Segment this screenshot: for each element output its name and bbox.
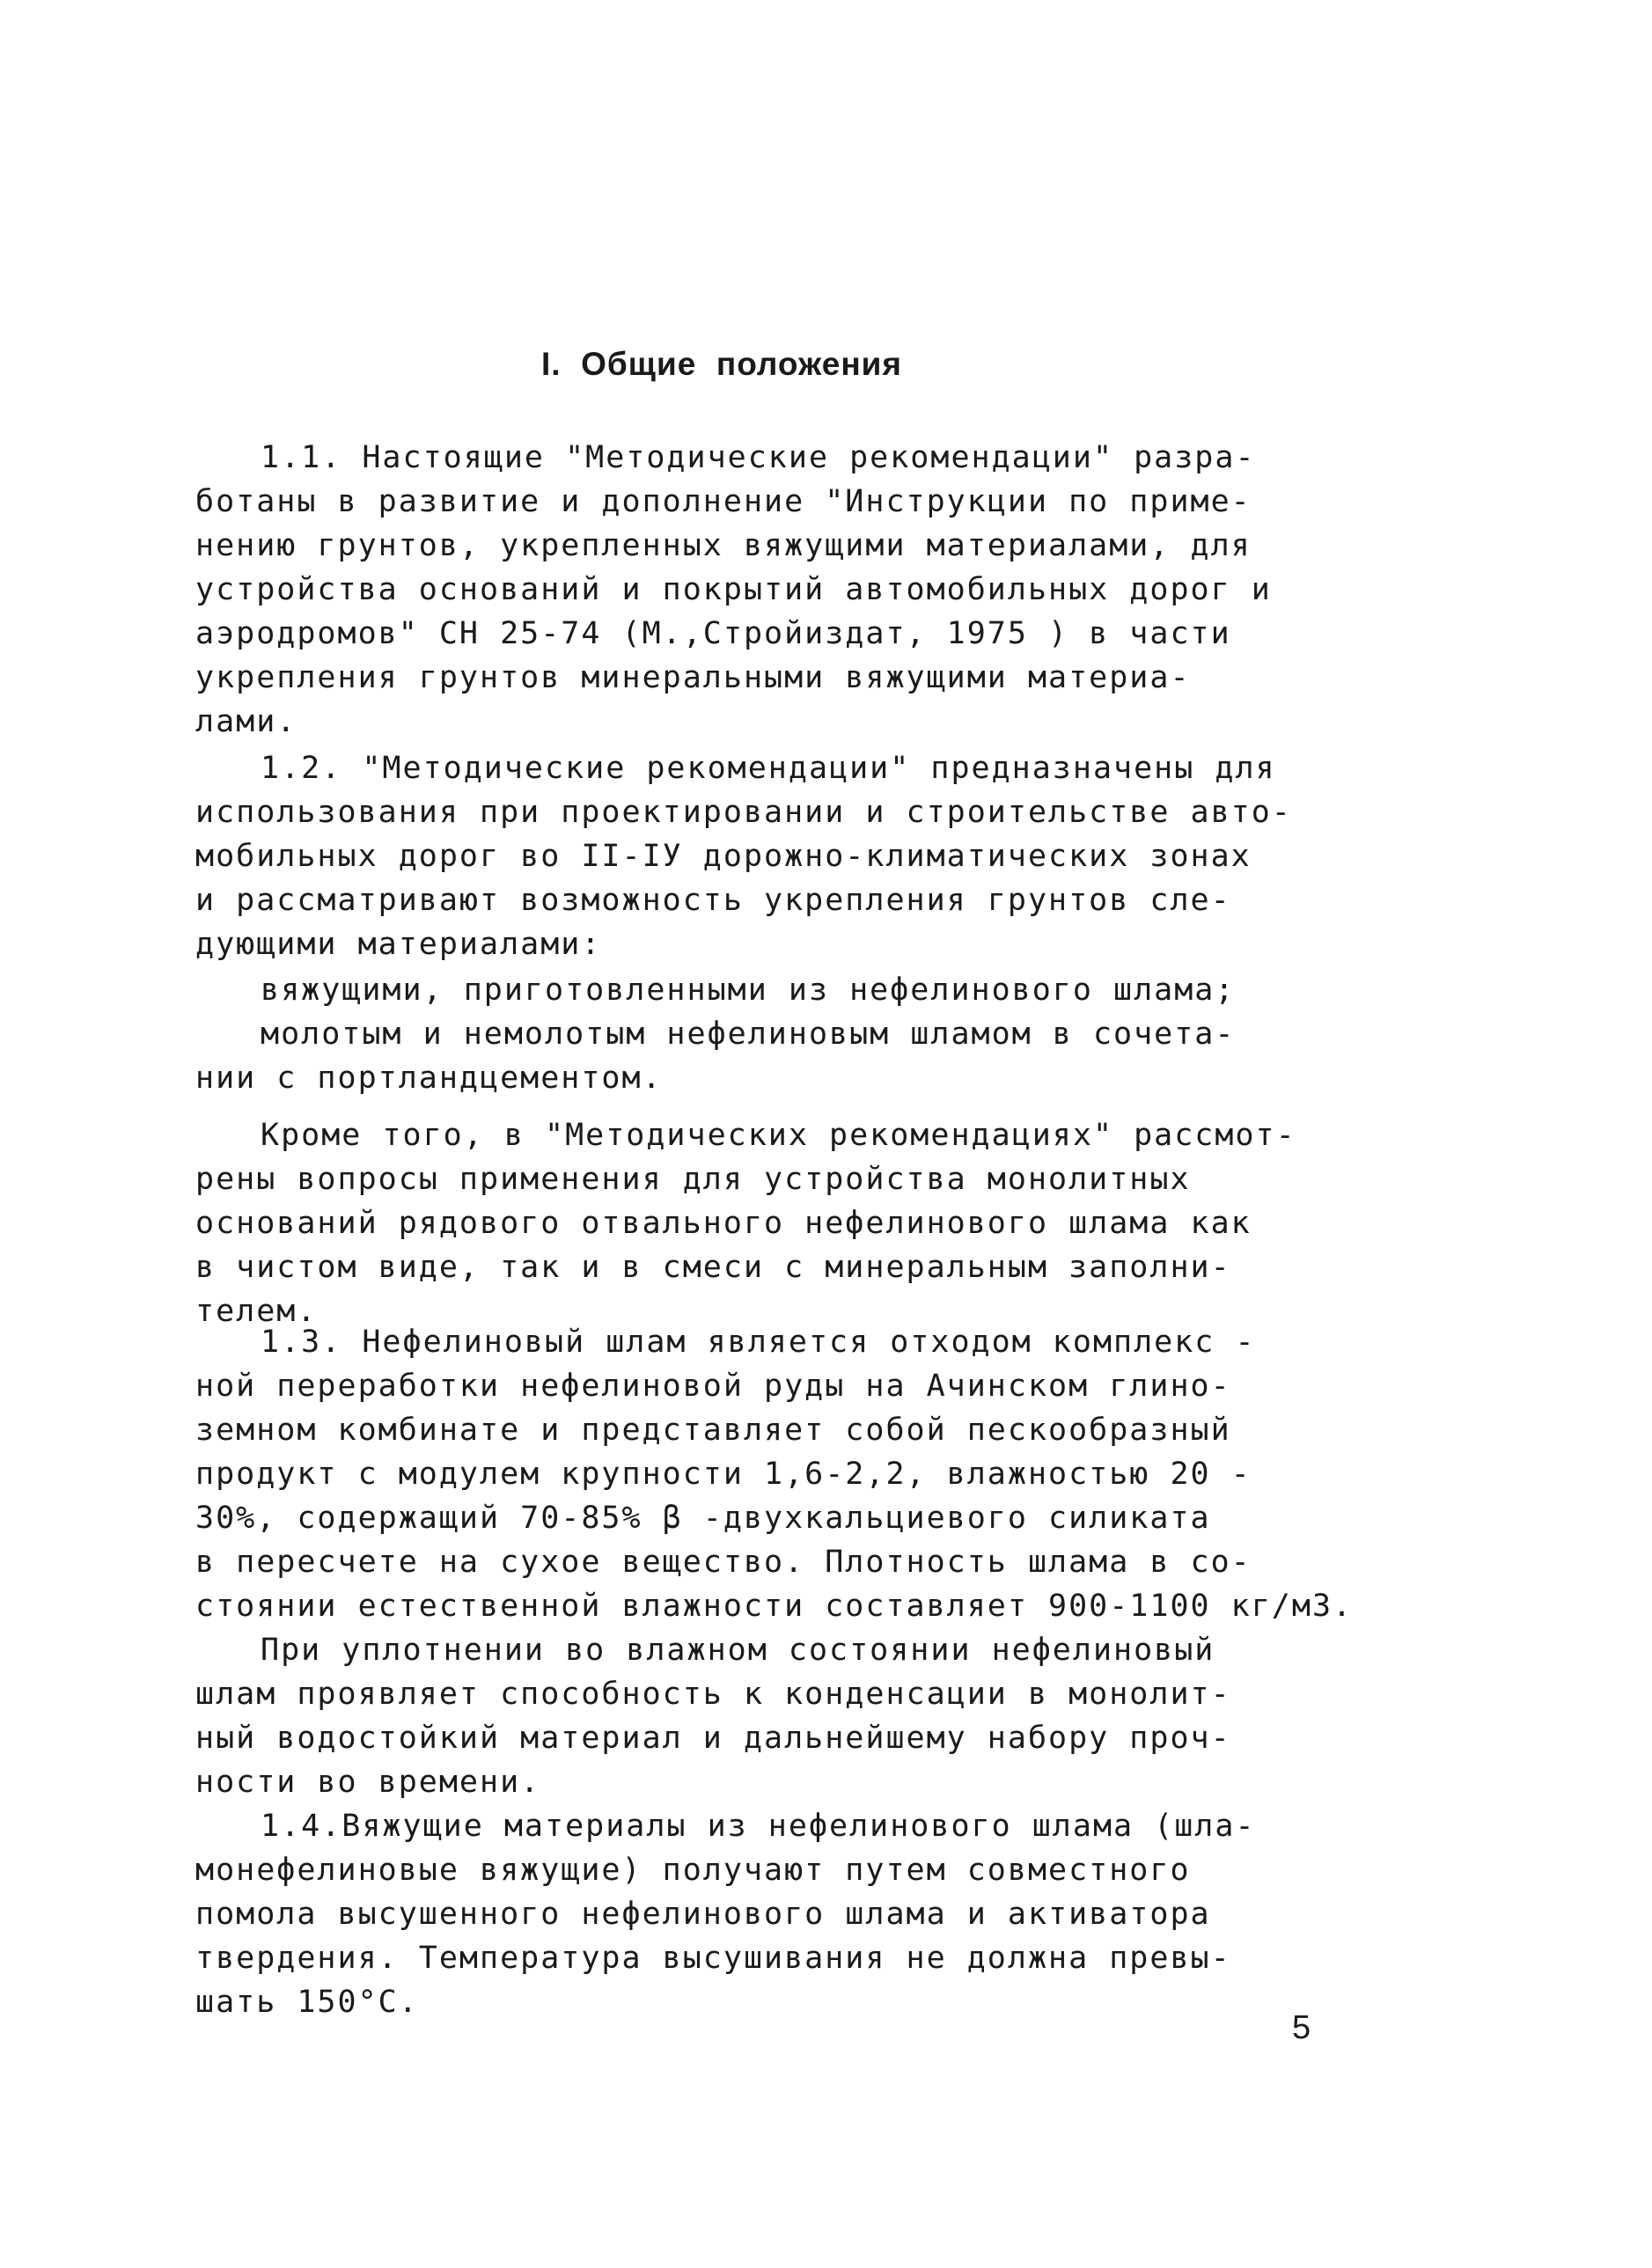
text-line: аэродромов" СН 25-74 (М.,Стройиздат, 1975 ) в части	[195, 616, 1231, 651]
text-line: телем.	[195, 1294, 318, 1329]
text-line: твердения. Температура высушивания не должна превы-	[195, 1941, 1231, 1976]
text-line: помола высушенного нефелинового шлама и активатора	[195, 1897, 1211, 1932]
text-line: стоянии естественной влажности составляет 900-1100 кг/м3.	[195, 1589, 1354, 1624]
text-line: земном комбинате и представляет собой пескообразный	[195, 1413, 1231, 1448]
section-heading: I. Общие положения	[541, 346, 903, 382]
text-line: дующими материалами:	[195, 927, 602, 962]
text-line: продукт с модулем крупности 1,6-2,2, влажностью 20 -	[195, 1457, 1252, 1492]
text-line: 30%, содержащий 70-85% β -двухкальциевого силиката	[195, 1501, 1211, 1536]
text-line: 1.3. Нефелиновый шлам является отходом комплекс -	[261, 1325, 1256, 1360]
text-line: ный водостойкий материал и дальнейшему набору проч-	[195, 1721, 1231, 1756]
text-line: лами.	[195, 704, 297, 739]
text-line: в чистом виде, так и в смеси с минеральным заполни-	[195, 1250, 1231, 1285]
text-line: нению грунтов, укрепленных вяжущими материалами, для	[195, 528, 1252, 563]
text-line: укрепления грунтов минеральными вяжущими материа-	[195, 660, 1191, 695]
text-line: ной переработки нефелиновой руды на Ачинском глино-	[195, 1369, 1231, 1404]
text-line: в пересчете на сухое вещество. Плотность шлама в со-	[195, 1545, 1252, 1580]
text-line: и рассматривают возможность укрепления грунтов сле-	[195, 883, 1231, 918]
page-number: 5	[1292, 2009, 1311, 2046]
text-line: устройства оснований и покрытий автомобильных дорог и	[195, 572, 1272, 607]
text-line: ботаны в развитие и дополнение "Инструкции по приме-	[195, 484, 1252, 519]
text-line: оснований рядового отвального нефелинового шлама как	[195, 1206, 1252, 1241]
text-line: монефелиновые вяжущие) получают путем совместного	[195, 1853, 1191, 1888]
text-line: молотым и немолотым нефелиновым шламом в сочета-	[261, 1017, 1236, 1052]
text-line: использования при проектировании и строительстве авто-	[195, 795, 1292, 830]
text-line: 1.1. Настоящие "Методические рекомендации" разра-	[261, 440, 1256, 475]
text-line: рены вопросы применения для устройства монолитных	[195, 1162, 1191, 1197]
text-line: 1.4.Вяжущие материалы из нефелинового шлама (шла-	[261, 1809, 1256, 1844]
text-line: вяжущими, приготовленными из нефелинового шлама;	[261, 973, 1236, 1008]
text-line: При уплотнении во влажном состоянии нефелиновый	[261, 1633, 1215, 1668]
text-line: шлам проявляет способность к конденсации в монолит-	[195, 1677, 1231, 1712]
text-line: ности во времени.	[195, 1765, 541, 1800]
text-line: мобильных дорог во II-IУ дорожно-климатических зонах	[195, 839, 1252, 874]
text-line: 1.2. "Методические рекомендации" предназначены для	[261, 751, 1276, 786]
text-line: шать 150°С.	[195, 1985, 419, 2020]
text-line: нии с портландцементом.	[195, 1061, 663, 1096]
text-line: Кроме того, в "Методических рекомендациях" рассмот-	[261, 1118, 1296, 1153]
